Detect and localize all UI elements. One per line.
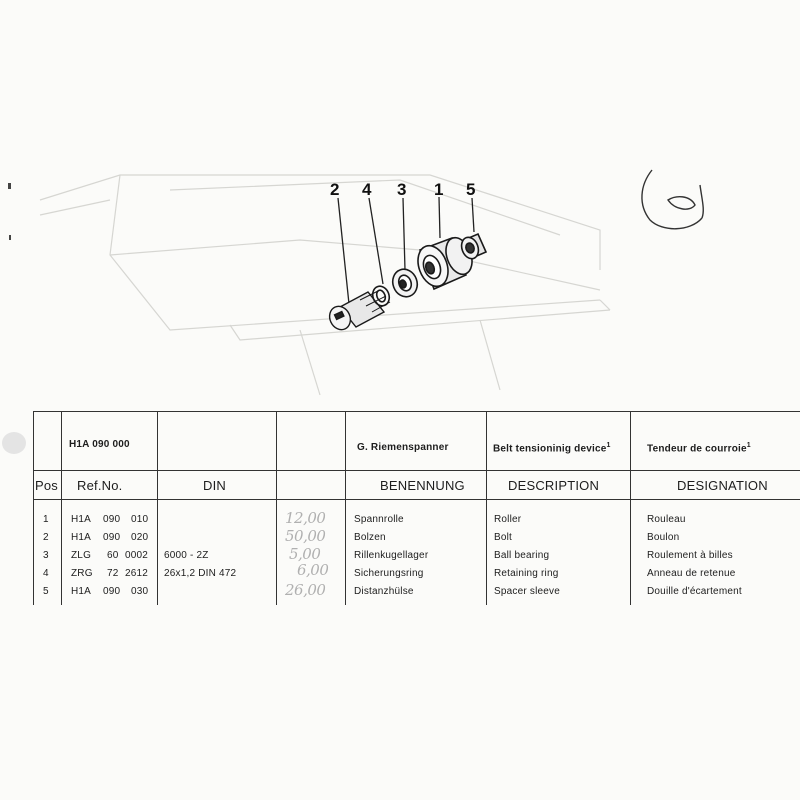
row-benennung: Bolzen bbox=[354, 532, 386, 543]
row-ref-prefix: ZRG bbox=[71, 568, 93, 579]
row-din: 6000 - 2Z bbox=[164, 550, 209, 561]
table-border-top bbox=[33, 411, 800, 412]
parts-list-table bbox=[33, 411, 800, 605]
hand-detail-sketch bbox=[642, 170, 703, 229]
col-divider-ref bbox=[157, 411, 158, 605]
handwritten-price: 50,00 bbox=[285, 527, 326, 545]
row-designation: Rouleau bbox=[647, 514, 686, 525]
row-ref-prefix: ZLG bbox=[71, 550, 92, 561]
row-ref-prefix: H1A bbox=[71, 532, 92, 543]
row-ref-group: 090 bbox=[103, 586, 121, 597]
row-ref-group: 60 bbox=[107, 550, 119, 561]
row-designation: Boulon bbox=[647, 532, 680, 543]
callout-3: 3 bbox=[397, 180, 407, 199]
row-pos: 2 bbox=[43, 532, 49, 543]
row-ref-prefix: H1A bbox=[71, 586, 92, 597]
row-description: Retaining ring bbox=[494, 568, 559, 579]
assembly-title-fr: Tendeur de courroie$^1$ bbox=[647, 442, 751, 455]
callout-4: 4 bbox=[362, 180, 372, 199]
row-pos: 1 bbox=[43, 514, 49, 525]
assembly-ref-number: H1A 090 000 bbox=[69, 439, 130, 450]
scan-smudge bbox=[2, 432, 26, 454]
handwritten-price: 26,00 bbox=[285, 581, 326, 599]
handwritten-price: 12,00 bbox=[285, 509, 326, 527]
ball-bearing-part bbox=[389, 266, 421, 301]
row-benennung: Sicherungsring bbox=[354, 568, 424, 579]
row-din: 26x1,2 DIN 472 bbox=[164, 568, 237, 579]
row-pos: 3 bbox=[43, 550, 49, 561]
row-benennung: Spannrolle bbox=[354, 514, 404, 525]
header-designation: DESIGNATION bbox=[677, 478, 768, 493]
table-header-divider bbox=[33, 470, 800, 471]
callout-5: 5 bbox=[466, 180, 476, 199]
row-ref-item: 030 bbox=[131, 586, 149, 597]
row-ref-group: 72 bbox=[107, 568, 119, 579]
handwritten-price: 6,00 bbox=[297, 561, 329, 579]
row-ref-group: 090 bbox=[103, 532, 121, 543]
row-description: Ball bearing bbox=[494, 550, 550, 561]
row-designation: Douille d'écartement bbox=[647, 586, 742, 597]
row-pos: 4 bbox=[43, 568, 49, 579]
callout-1: 1 bbox=[434, 180, 444, 199]
row-ref-group: 090 bbox=[103, 514, 121, 525]
table-body-divider bbox=[33, 499, 800, 500]
col-divider-de bbox=[486, 411, 487, 605]
assembly-title-de: G. Riemenspanner bbox=[357, 442, 449, 453]
row-ref-item: 020 bbox=[131, 532, 149, 543]
row-benennung: Rillenkugellager bbox=[354, 550, 429, 561]
row-description: Bolt bbox=[494, 532, 513, 543]
table-border-left bbox=[33, 411, 34, 605]
header-ref-no: Ref.No. bbox=[77, 478, 123, 493]
callout-2: 2 bbox=[330, 180, 340, 199]
row-description: Spacer sleeve bbox=[494, 586, 560, 597]
row-pos: 5 bbox=[43, 586, 49, 597]
bolt-part bbox=[326, 290, 390, 333]
handwritten-price: 5,00 bbox=[289, 545, 321, 563]
row-benennung: Distanzhülse bbox=[354, 586, 414, 597]
col-divider-pos bbox=[61, 411, 62, 605]
row-designation: Anneau de retenue bbox=[647, 568, 736, 579]
row-designation: Roulement à billes bbox=[647, 550, 733, 561]
background-table-sketch bbox=[40, 175, 610, 395]
assembly-title-en: Belt tensioninig device$^1$ bbox=[493, 442, 611, 455]
header-benennung: BENENNUNG bbox=[380, 478, 465, 493]
col-divider-price bbox=[345, 411, 346, 605]
row-ref-item: 0002 bbox=[125, 550, 149, 561]
col-divider-en bbox=[630, 411, 631, 605]
scan-marks bbox=[8, 183, 17, 410]
header-description: DESCRIPTION bbox=[508, 478, 600, 493]
row-ref-prefix: H1A bbox=[71, 514, 92, 525]
col-divider-din bbox=[276, 411, 277, 605]
row-description: Roller bbox=[494, 514, 522, 525]
row-ref-item: 010 bbox=[131, 514, 149, 525]
row-ref-item: 2612 bbox=[125, 568, 149, 579]
header-pos: Pos bbox=[35, 478, 59, 493]
header-din: DIN bbox=[203, 478, 226, 493]
